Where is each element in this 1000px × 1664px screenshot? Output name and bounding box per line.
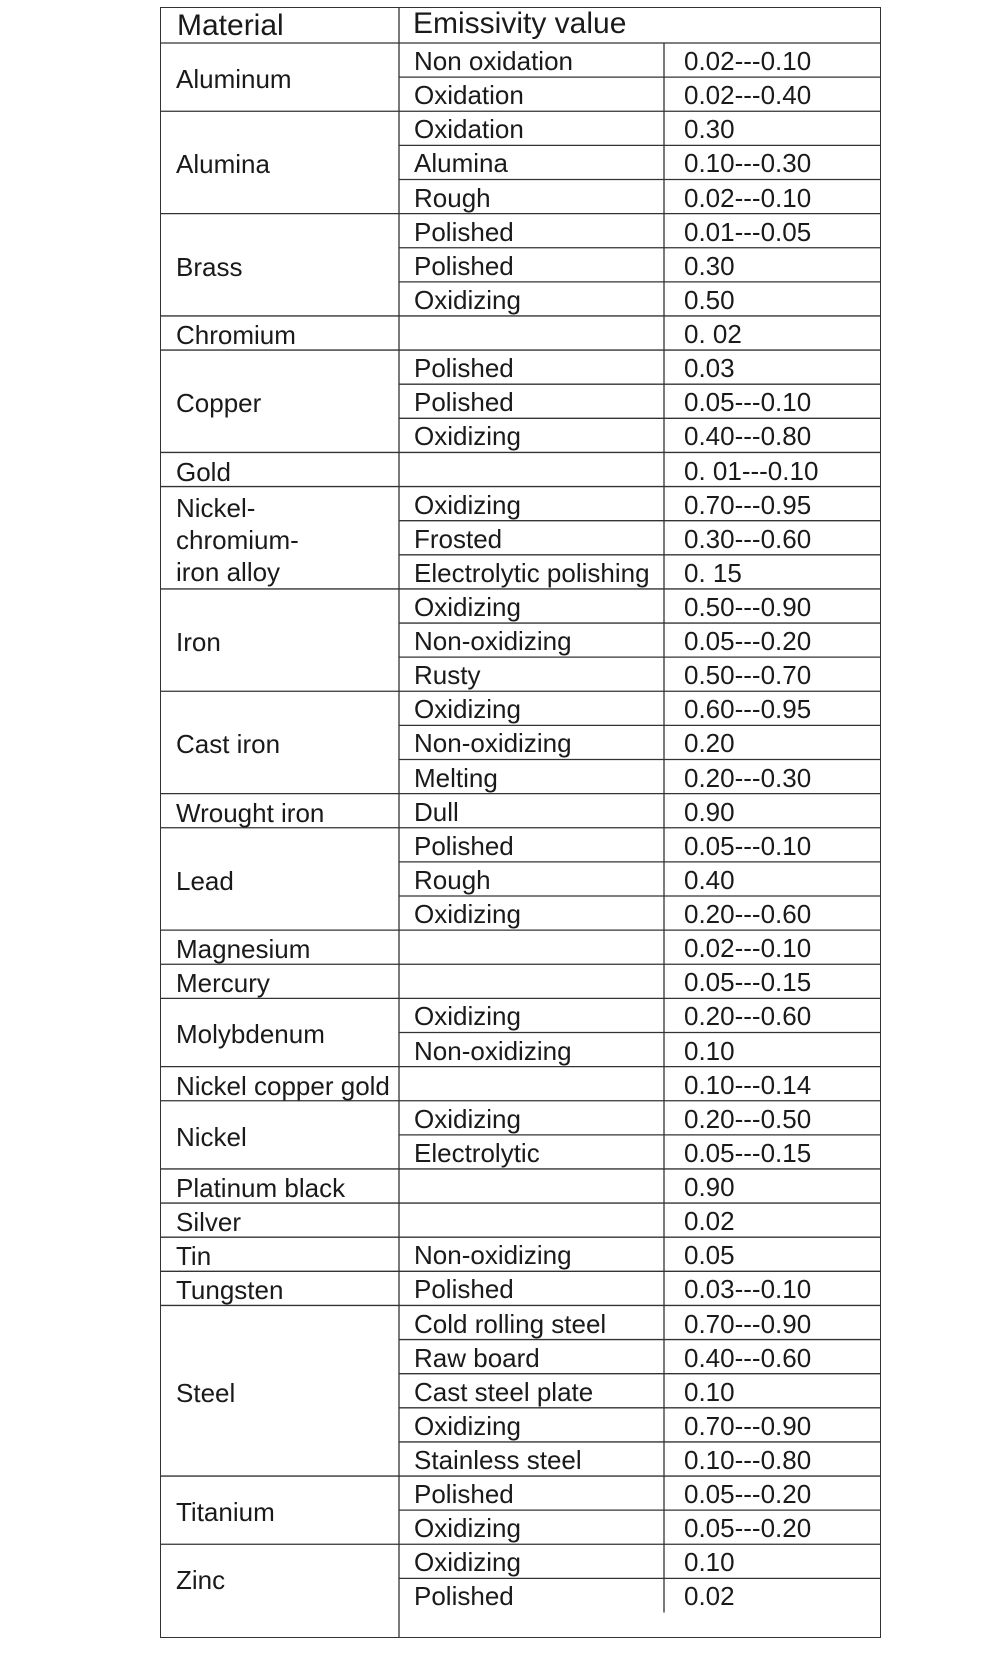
condition-cell: Oxidation <box>414 114 524 145</box>
material-cell: Copper <box>176 388 262 419</box>
material-cell: Cast iron <box>176 729 281 760</box>
material-cell: Gold <box>176 456 231 487</box>
emissivity-value-cell: 0.03---0.10 <box>684 1274 812 1305</box>
condition-cell: Oxidation <box>414 80 524 111</box>
material-cell: Aluminum <box>176 64 292 95</box>
emissivity-value-cell: 0.50---0.90 <box>684 591 812 622</box>
material-cell: Lead <box>176 865 234 896</box>
emissivity-value-cell: 0.05---0.10 <box>684 830 812 861</box>
emissivity-value-cell: 0.02---0.10 <box>684 933 812 964</box>
emissivity-value-cell: 0.05---0.15 <box>684 967 812 998</box>
material-cell: Brass <box>176 251 243 282</box>
emissivity-value-cell: 0.20---0.60 <box>684 1001 812 1032</box>
material-cell: Titanium <box>176 1497 275 1528</box>
emissivity-value-cell: 0.50---0.70 <box>684 660 812 691</box>
emissivity-value-cell: 0.90 <box>684 1172 735 1203</box>
condition-cell: Polished <box>414 250 514 281</box>
condition-cell: Oxidizing <box>414 1001 521 1032</box>
emissivity-value-cell: 0.02---0.10 <box>684 182 812 213</box>
emissivity-value-cell: 0.05---0.15 <box>684 1137 812 1168</box>
condition-cell: Oxidizing <box>414 1410 521 1441</box>
emissivity-value-cell: 0.05---0.10 <box>684 387 812 418</box>
emissivity-value-cell: 0.40---0.60 <box>684 1342 812 1373</box>
emissivity-value-cell: 0.10 <box>684 1035 735 1066</box>
material-cell: Tin <box>176 1241 212 1272</box>
condition-cell: Cast steel plate <box>414 1376 594 1407</box>
material-cell: Alumina <box>176 149 270 180</box>
emissivity-value-cell: 0.70---0.90 <box>684 1410 812 1441</box>
material-cell: Magnesium <box>176 934 311 965</box>
emissivity-value-cell: 0.10---0.30 <box>684 148 812 179</box>
emissivity-value-cell: 0.05---0.20 <box>684 1479 812 1510</box>
condition-cell: Oxidizing <box>414 489 521 520</box>
emissivity-value-cell: 0.40 <box>684 864 735 895</box>
material-cell: Chromium <box>176 320 296 351</box>
material-cell: Molybdenum <box>176 1019 325 1050</box>
condition-cell: Non oxidation <box>414 46 573 77</box>
condition-cell: Oxidizing <box>414 421 521 452</box>
emissivity-value-cell: 0.10 <box>684 1547 735 1578</box>
header-emissivity-value: Emissivity value <box>413 7 627 40</box>
emissivity-value-cell: 0.02---0.40 <box>684 80 812 111</box>
condition-cell: Oxidizing <box>414 591 521 622</box>
condition-cell: Electrolytic polishing <box>414 557 650 588</box>
emissivity-value-cell: 0.05---0.20 <box>684 626 812 657</box>
emissivity-value-cell: 0.10---0.80 <box>684 1444 812 1475</box>
condition-cell: Non-oxidizing <box>414 1035 572 1066</box>
condition-cell: Rough <box>414 182 491 213</box>
condition-cell: Oxidizing <box>414 1513 521 1544</box>
condition-cell: Frosted <box>414 523 503 554</box>
condition-cell: Oxidizing <box>414 284 521 315</box>
material-cell: Zinc <box>176 1565 226 1596</box>
emissivity-value-cell: 0.02---0.10 <box>684 46 812 77</box>
condition-cell: Polished <box>414 216 514 247</box>
emissivity-value-cell: 0.02 <box>684 1206 735 1237</box>
material-cell: Tungsten <box>176 1275 284 1306</box>
condition-cell: Polished <box>414 353 514 384</box>
emissivity-value-cell: 0.90 <box>684 796 735 827</box>
material-cell: Nickel <box>176 1121 247 1152</box>
material-cell: Mercury <box>176 968 270 999</box>
emissivity-value-cell: 0.20---0.30 <box>684 762 812 793</box>
emissivity-value-cell: 0.40---0.80 <box>684 421 812 452</box>
material-cell: Silver <box>176 1207 242 1238</box>
material-cell: Platinum black <box>176 1173 346 1204</box>
emissivity-value-cell: 0.50 <box>684 284 735 315</box>
emissivity-value-cell: 0.10---0.14 <box>684 1069 812 1100</box>
emissivity-value-cell: 0.01---0.05 <box>684 216 812 247</box>
emissivity-value-cell: 0.60---0.95 <box>684 694 812 725</box>
emissivity-value-cell: 0.70---0.95 <box>684 489 812 520</box>
condition-cell: Polished <box>414 1274 514 1305</box>
emissivity-value-cell: 0.05---0.20 <box>684 1513 812 1544</box>
emissivity-value-cell: 0.05 <box>684 1240 735 1271</box>
emissivity-value-cell: 0. 02 <box>684 319 742 350</box>
emissivity-value-cell: 0.70---0.90 <box>684 1308 812 1339</box>
emissivity-value-cell: 0.30 <box>684 250 735 281</box>
condition-cell: Non-oxidizing <box>414 728 572 759</box>
condition-cell: Oxidizing <box>414 899 521 930</box>
condition-cell: Rough <box>414 864 491 895</box>
condition-cell: Non-oxidizing <box>414 1240 572 1271</box>
condition-cell: Melting <box>414 762 498 793</box>
condition-cell: Polished <box>414 1479 514 1510</box>
condition-cell: Polished <box>414 1581 514 1612</box>
condition-cell: Alumina <box>414 148 508 179</box>
condition-cell: Oxidizing <box>414 694 521 725</box>
condition-cell: Electrolytic <box>414 1137 540 1168</box>
emissivity-value-cell: 0.10 <box>684 1376 735 1407</box>
material-cell: Nickel- chromium- iron alloy <box>176 492 299 587</box>
emissivity-value-cell: 0.30 <box>684 114 735 145</box>
header-material: Material <box>177 9 284 42</box>
emissivity-value-cell: 0.02 <box>684 1581 735 1612</box>
emissivity-value-cell: 0.20---0.50 <box>684 1103 812 1134</box>
material-cell: Iron <box>176 627 221 658</box>
condition-cell: Rusty <box>414 660 481 691</box>
condition-cell: Cold rolling steel <box>414 1308 607 1339</box>
condition-cell: Polished <box>414 830 514 861</box>
emissivity-value-cell: 0.20---0.60 <box>684 899 812 930</box>
emissivity-value-cell: 0. 01---0.10 <box>684 455 819 486</box>
emissivity-value-cell: 0. 15 <box>684 557 742 588</box>
material-cell: Nickel copper gold <box>176 1070 390 1101</box>
material-cell: Wrought iron <box>176 797 325 828</box>
condition-cell: Dull <box>414 796 459 827</box>
emissivity-value-cell: 0.03 <box>684 353 735 384</box>
emissivity-value-cell: 0.20 <box>684 728 735 759</box>
condition-cell: Polished <box>414 387 514 418</box>
condition-cell: Oxidizing <box>414 1547 521 1578</box>
condition-cell: Oxidizing <box>414 1103 521 1134</box>
emissivity-value-cell: 0.30---0.60 <box>684 523 812 554</box>
condition-cell: Raw board <box>414 1342 540 1373</box>
condition-cell: Non-oxidizing <box>414 626 572 657</box>
condition-cell: Stainless steel <box>414 1444 582 1475</box>
material-cell: Steel <box>176 1377 236 1408</box>
